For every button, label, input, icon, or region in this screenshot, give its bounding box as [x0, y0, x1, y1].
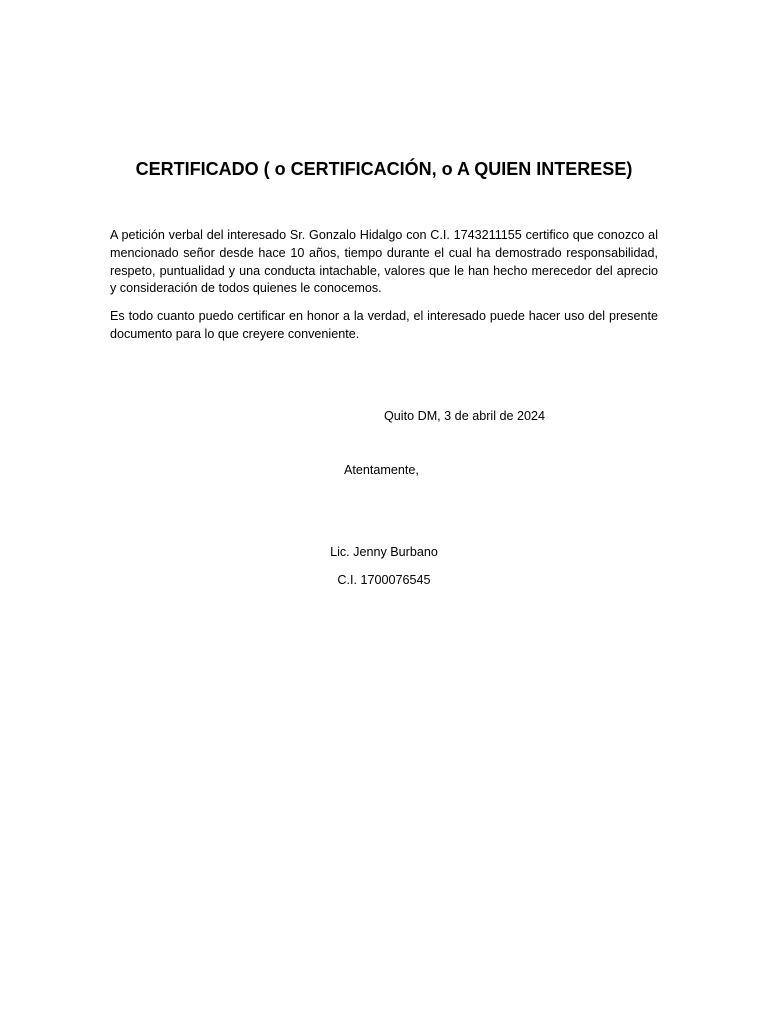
body-paragraph-1: A petición verbal del interesado Sr. Gonzalo Hidalgo con C.I. 1743211155 certifico que conozco al mencionado señor desde hace 10 años, tiempo durante el cual ha demostrado responsabilidad, respeto, puntualidad y una conducta intachable, valores que le han hecho merecedor del aprecio y consideración de todos quienes le conocemos. — [110, 228, 658, 296]
closing-salutation: Atentamente, — [344, 463, 419, 477]
document-title: CERTIFICADO ( o CERTIFICACIÓN, o A QUIEN INTERESE) — [135, 159, 633, 179]
signer-name: Lic. Jenny Burbano — [330, 545, 438, 559]
body-paragraph-2: Es todo cuanto puedo certificar en honor a la verdad, el interesado puede hacer uso del presente documento para lo que creyere conveniente. — [110, 309, 658, 341]
place-date: Quito DM, 3 de abril de 2024 — [384, 409, 546, 423]
signer-id: C.I. 1700076545 — [337, 573, 431, 587]
